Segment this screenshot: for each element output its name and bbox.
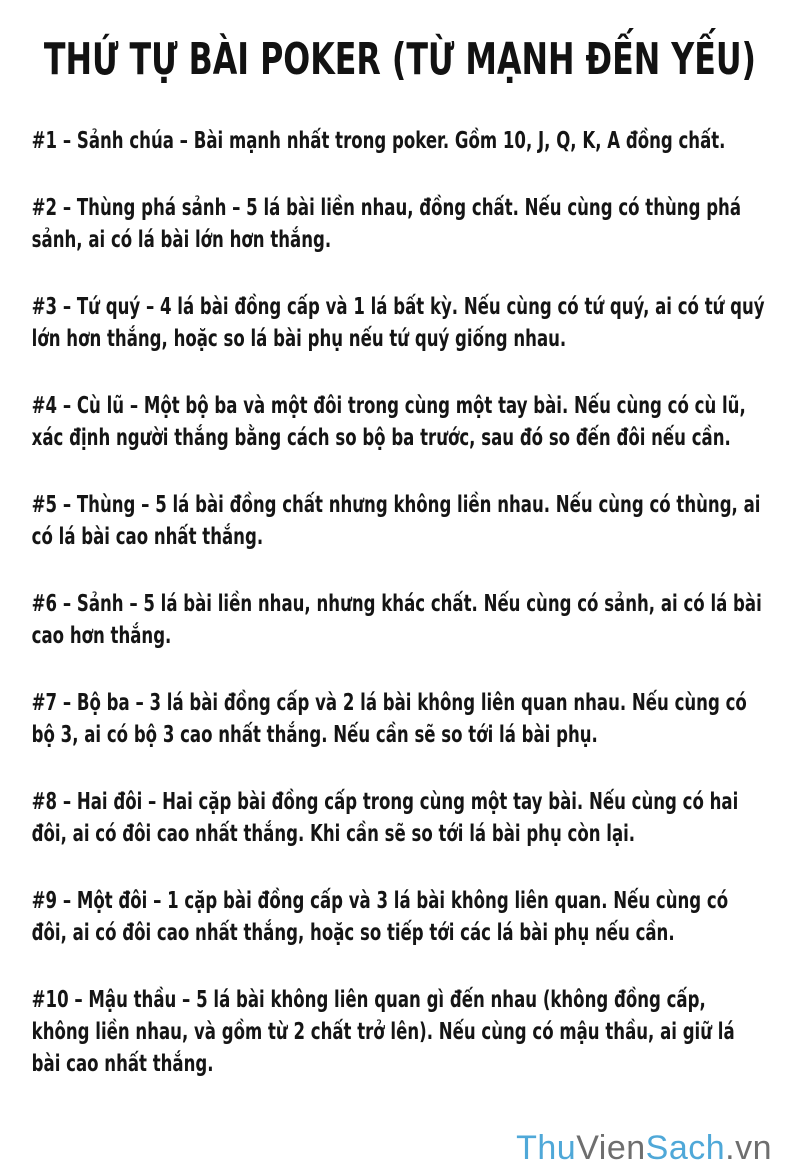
logo-part-vn: .vn xyxy=(725,1129,772,1167)
logo-part-vien: Vien xyxy=(576,1129,646,1167)
rank-item-3: #3 – Tứ quý – 4 lá bài đồng cấp và 1 lá bất kỳ. Nếu cùng có tứ quý, ai có tứ quý lớn hơn thắng, hoặc so lá bài phụ nếu tứ quý giống nhau. xyxy=(31,294,765,352)
rank-item-8: #8 – Hai đôi – Hai cặp bài đồng cấp trong cùng một tay bài. Nếu cùng có hai đôi, ai có đôi cao nhất thắng. Khi cần sẽ so tới lá bài phụ còn lại. xyxy=(31,789,739,847)
logo-part-thu: Thu xyxy=(516,1129,577,1167)
rank-item-4: #4 – Cù lũ – Một bộ ba và một đôi trong cùng một tay bài. Nếu cùng có cù lũ, xác định người thắng bằng cách so bộ ba trước, sau đó so đến đôi nếu cần. xyxy=(31,393,746,451)
rank-item-9: #9 – Một đôi – 1 cặp bài đồng cấp và 3 lá bài không liên quan. Nếu cùng có đôi, ai có đôi cao nhất thắng, hoặc so tiếp tới các lá bài phụ nếu cần. xyxy=(31,888,729,946)
rank-item-1: #1 – Sảnh chúa – Bài mạnh nhất trong poker. Gồm 10, J, Q, K, A đồng chất. xyxy=(31,128,726,154)
rank-item-2: #2 – Thùng phá sảnh – 5 lá bài liền nhau, đồng chất. Nếu cùng có thùng phá sảnh, ai có lá bài lớn hơn thắng. xyxy=(31,195,742,253)
logo-part-sach: Sach xyxy=(645,1129,726,1167)
rank-item-10: #10 – Mậu thầu – 5 lá bài không liên quan gì đến nhau (không đồng cấp, không liền nhau, và gồm từ 2 chất trở lên). Nếu cùng có mậu thầu, ai giữ lá bài cao nhất thắng. xyxy=(31,987,735,1077)
rank-item-7: #7 – Bộ ba – 3 lá bài đồng cấp và 2 lá bài không liên quan nhau. Nếu cùng có bộ 3, ai có bộ 3 cao nhất thắng. Nếu cần sẽ so tới lá bài phụ. xyxy=(31,690,747,748)
rank-item-5: #5 – Thùng – 5 lá bài đồng chất nhưng không liền nhau. Nếu cùng có thùng, ai có lá bài cao nhất thắng. xyxy=(31,492,761,550)
rank-item-6: #6 – Sảnh – 5 lá bài liền nhau, nhưng khác chất. Nếu cùng có sảnh, ai có lá bài cao hơn thắng. xyxy=(31,591,762,649)
page-title: THỨ TỰ BÀI POKER (TỪ MẠNH ĐẾN YẾU) xyxy=(43,34,757,85)
thuviensach-logo xyxy=(516,1129,772,1168)
